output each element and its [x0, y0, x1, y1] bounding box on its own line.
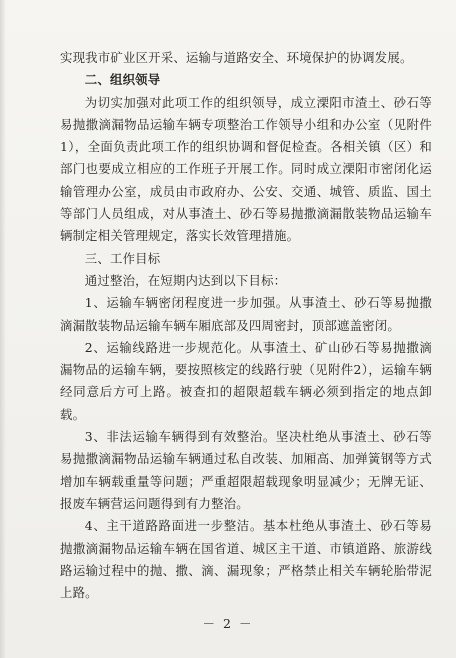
scan-shadow — [0, 0, 6, 658]
paragraph-goals-intro: 通过整治，在短期内达到以下目标： — [84, 272, 287, 288]
paragraph-goal-4: 4、主干道路路面进一步整洁。基本杜绝从事渣土、砂石等易抛撒滴漏物品运输车辆在国省道、城区主干道、市镇道路、旅游线路运输过程中的抛、撒、滴、漏现象；严格禁止相关车辆轮胎带泥上路。 — [60, 518, 432, 601]
page-number: － 2 － — [202, 616, 254, 631]
continuation-paragraph: 实现我市矿业区开采、运输与道路安全、环境保护的协调发展。 — [60, 50, 413, 65]
section-heading-organization: 二、组织领导 — [84, 72, 161, 88]
paragraph-goal-2: 2、运输线路进一步规范化。从事渣土、矿山砂石等易抛撒滴漏物品的运输车辆，要按照核定的线路行驶（见附件2），运输车辆经同意后方可上路。被查扣的超限超载车辆必须到指定的地点卸载。 — [60, 339, 432, 422]
document-body — [60, 47, 432, 604]
paragraph-goal-1: 1、运输车辆密闭程度进一步加强。从事渣土、砂石等易抛撒滴漏散装物品运输车辆车厢底部及四周密封，顶部遮盖密闭。 — [60, 295, 432, 333]
paragraph-goal-3: 3、非法运输车辆得到有效整治。坚决杜绝从事渣土、砂石等易抛撒滴漏物品运输车辆通过私自改装、加厢高、加弹簧钢等方式增加车辆载重量等问题；严重超限超载现象明显减少；无牌无证、报废车辆营运问题得到有力整治。 — [60, 429, 432, 511]
section-heading-goals: 三、工作目标 — [84, 250, 161, 266]
paragraph-organization: 为切实加强对此项工作的组织领导，成立溧阳市渣土、砂石等易抛撒滴漏物品运输车辆专项整治工作领导小组和办公室（见附件1），全面负责此项工作的组织协调和督促检查。各相关镇（区）和部门也要成立相应的工作班子开展工作。同时成立溧阳市密闭化运输管理办公室，成员由市政府办、公安、交通、城管、质监、国土等部门人员组成，对从事渣土、砂石等易抛撒滴漏散装物品运输车辆制定相关管理规定，落实长效管理措施。 — [60, 94, 432, 244]
